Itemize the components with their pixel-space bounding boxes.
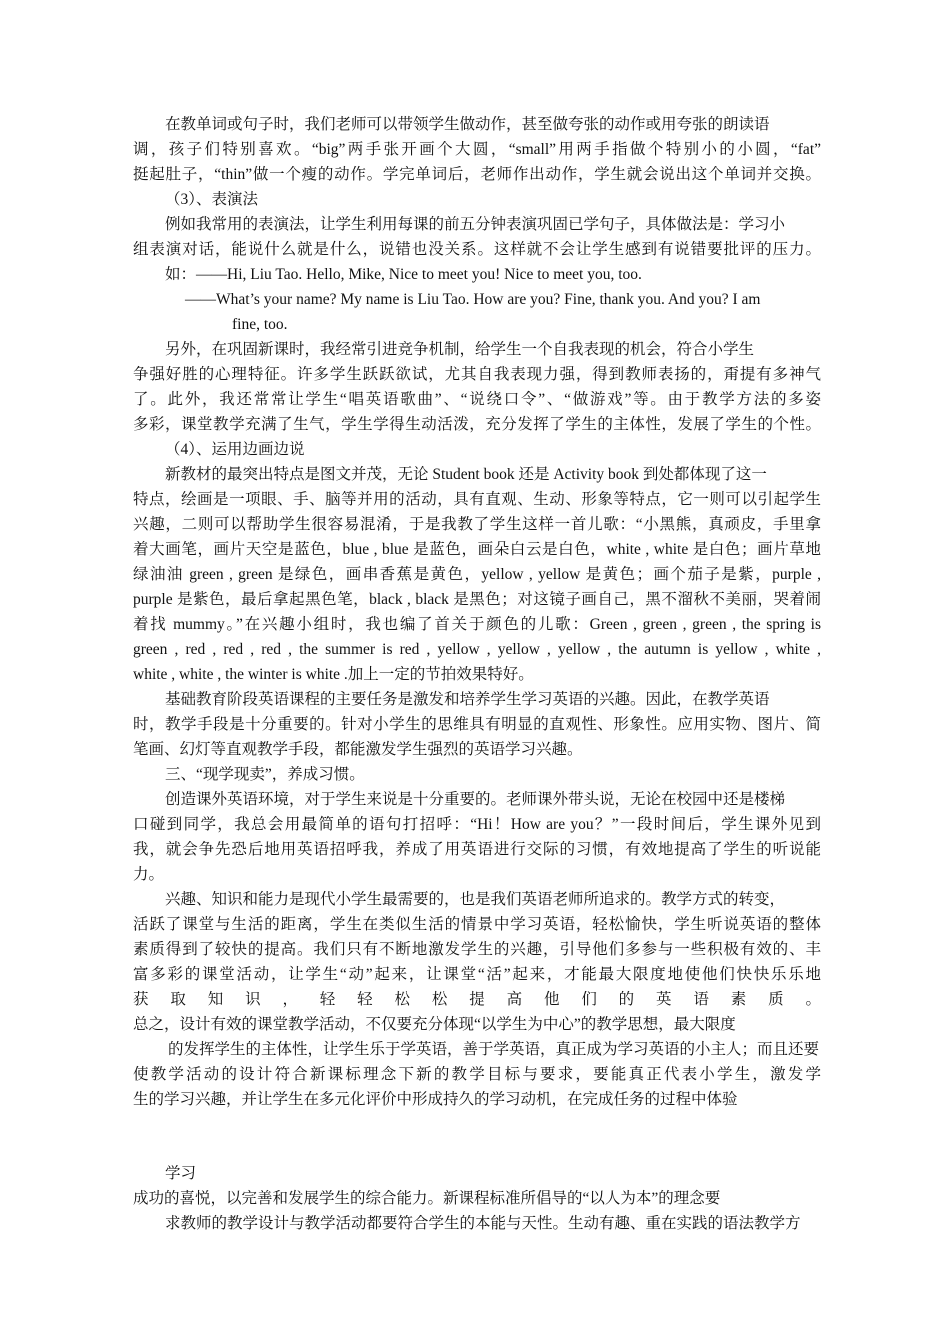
text-line: 着找 mummy。”在兴趣小组时，我也编了首关于颜色的儿歌：Green , green , green , the spring is: [133, 616, 821, 633]
text-line: green , red , red , red , the summer is red , yellow , yellow , yellow , the autumn is yellow , white ,: [133, 641, 821, 658]
text-line: purple 是紫色，最后拿起黑色笔，black , black 是黑色；对这镜子画自己，黑不溜秋不美丽，哭着闹: [133, 591, 821, 608]
text-line: 成功的喜悦，以完善和发展学生的综合能力。新课程标准所倡导的“以人为本”的理念要: [133, 1190, 721, 1207]
text-line: 学习: [165, 1165, 197, 1182]
text-line: 素质得到了较快的提高。我们只有不断地激发学生的兴趣，引导他们多参与一些积极有效的、丰: [133, 941, 821, 958]
text-line: 笔画、幻灯等直观教学手段，都能激发学生强烈的英语学习兴趣。: [133, 741, 583, 758]
text-line: 特点，绘画是一项眼、手、脑等并用的活动，具有直观、生动、形象等特点，它一则可以引起学生: [133, 491, 821, 508]
text-line: 另外，在巩固新课时，我经常引进竞争机制，给学生一个自我表现的机会，符合小学生: [165, 341, 755, 358]
text-line: 生的学习兴趣，并让学生在多元化评价中形成持久的学习动机，在完成任务的过程中体验: [133, 1091, 738, 1108]
text-line: fine, too.: [232, 316, 288, 333]
text-line: 时，教学手段是十分重要的。针对小学生的思维具有明显的直观性、形象性。应用实物、图片、简: [133, 716, 821, 733]
text-line: 的发挥学生的主体性，让学生乐于学英语，善于学英语，真正成为学习英语的小主人；而且还要: [168, 1041, 820, 1058]
text-line: 调，孩子们特别喜欢。“big”两手张开画个大圆，“small”用两手指做个特别小的小圆，“fat”: [133, 141, 821, 158]
text-line: 在教单词或句子时，我们老师可以带领学生做动作，甚至做夸张的动作或用夸张的朗读语: [165, 116, 770, 133]
text-line: 争强好胜的心理特征。许多学生跃跃欲试，尤其自我表现力强，得到教师表扬的，甭提有多神气: [133, 366, 821, 383]
text-line: 例如我常用的表演法，让学生利用每课的前五分钟表演巩固已学句子，具体做法是：学习小: [165, 216, 786, 233]
text-line: 兴趣、知识和能力是现代小学生最需要的，也是我们英语老师所追求的。教学方式的转变，: [165, 891, 786, 908]
text-line: 口碰到同学，我总会用最简单的语句打招呼：“Hi！How are you？”一段时间后，学生课外见到: [133, 816, 821, 833]
text-line: 活跃了课堂与生活的距离，学生在类似生活的情景中学习英语，轻松愉快，学生听说英语的整体: [133, 916, 821, 933]
text-line: 创造课外英语环境，对于学生来说是十分重要的。老师课外带头说，无论在校园中还是楼梯: [165, 791, 786, 808]
text-line: 基础教育阶段英语课程的主要任务是激发和培养学生学习英语的兴趣。因此，在教学英语: [165, 691, 770, 708]
text-line: 多彩，课堂教学充满了生气，学生学得生动活泼，充分发挥了学生的主体性，发展了学生的个性。: [133, 416, 821, 433]
text-line: 组表演对话，能说什么就是什么，说错也没关系。这样就不会让学生感到有说错要批评的压力。: [133, 241, 821, 258]
text-line: 求教师的教学设计与教学活动都要符合学生的本能与天性。生动有趣、重在实践的语法教学方: [165, 1215, 801, 1232]
text-line: ——What’s your name? My name is Liu Tao. How are you? Fine, thank you. And you? I am: [185, 291, 761, 308]
section-heading: （4）、运用边画边说: [165, 441, 305, 458]
text-line: 获取知识，轻轻松松提高他们的英语素质。: [133, 991, 821, 1008]
text-line: 总之，设计有效的课堂教学活动，不仅要充分体现“以学生为中心”的教学思想，最大限度: [133, 1016, 736, 1033]
text-line: 我，就会争先恐后地用英语招呼我，养成了用英语进行交际的习惯，有效地提高了学生的听说能: [133, 841, 821, 858]
text-line: 着大画笔，画片天空是蓝色，blue , blue 是蓝色，画朵白云是白色，white , white 是白色；画片草地: [133, 541, 821, 558]
section-heading: 三、“现学现卖”，养成习惯。: [165, 766, 365, 783]
text-line: 富多彩的课堂活动，让学生“动”起来，让课堂“活”起来，才能最大限度地使他们快快乐乐地: [133, 966, 821, 983]
text-line: 兴趣，二则可以帮助学生很容易混淆，于是我教了学生这样一首儿歌：“小黑熊，真顽皮，手里拿: [133, 516, 821, 533]
text-line: 如：——Hi, Liu Tao. Hello, Mike, Nice to meet you! Nice to meet you, too.: [165, 266, 642, 283]
text-line: 新教材的最突出特点是图文并茂，无论 Student book 还是 Activity book 到处都体现了这一: [165, 466, 767, 483]
text-line: 力。: [133, 866, 165, 883]
text-line: 挺起肚子，“thin”做一个瘦的动作。学完单词后，老师作出动作，学生就会说出这个单词并交换。: [133, 166, 821, 183]
section-heading: （3）、表演法: [165, 191, 259, 208]
text-line: white , white , the winter is white .加上一定的节拍效果特好。: [133, 666, 534, 683]
text-line: 了。此外，我还常常让学生“唱英语歌曲”、“说绕口令”、“做游戏”等。由于教学方法的多姿: [133, 391, 821, 408]
text-line: 使教学活动的设计符合新课标理念下新的教学目标与要求，要能真正代表小学生，激发学: [133, 1066, 821, 1083]
text-line: 绿油油 green , green 是绿色，画串香蕉是黄色，yellow , yellow 是黄色；画个茄子是紫，purple ,: [133, 566, 821, 583]
